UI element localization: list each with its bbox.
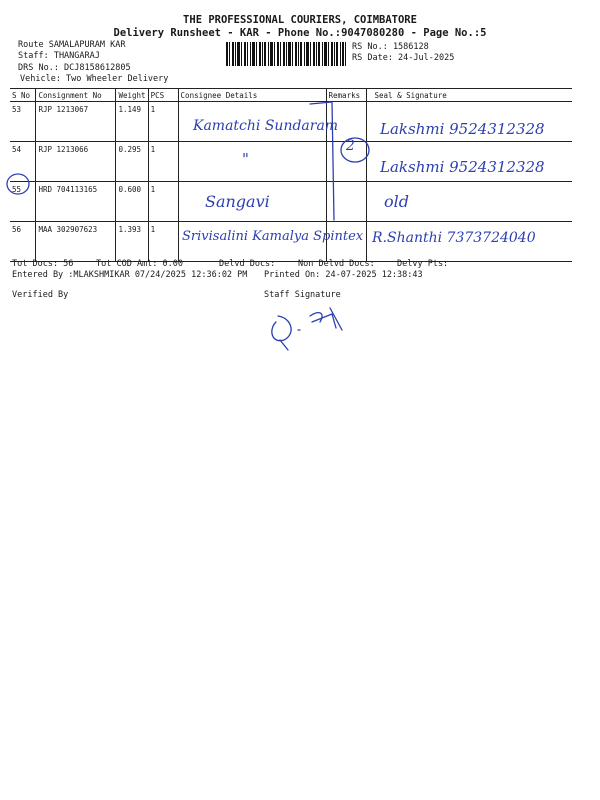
company-name: THE PROFESSIONAL COURIERS, COIMBATORE — [183, 14, 417, 26]
col-remarks: Remarks — [326, 89, 366, 102]
drs-number: DRS No.: DCJ8158612805 — [18, 63, 131, 73]
sno-circle-mark — [7, 174, 29, 194]
handwritten-ditto-54: " — [242, 150, 249, 168]
cell-weight: 1.393 — [116, 222, 148, 262]
rs-number: RS No.: 1586128 — [352, 42, 429, 52]
staff-signature-label: Staff Signature — [264, 290, 341, 300]
handwritten-signature-54: Lakshmi 9524312328 — [380, 158, 545, 176]
bracket-mark — [310, 102, 334, 220]
col-consignee: Consignee Details — [178, 89, 326, 102]
handwritten-consignee-55: Sangavi — [205, 192, 270, 211]
cell-weight: 0.600 — [116, 182, 148, 222]
col-signature: Seal & Signature — [366, 89, 572, 102]
delvd-docs: Delvd Docs: — [219, 259, 276, 269]
handwritten-consignee-53: Kamatchi Sundaram — [193, 118, 339, 134]
verified-by-label: Verified By — [12, 290, 69, 300]
cell-sno: 54 — [10, 142, 36, 182]
vehicle-label: Vehicle: Two Wheeler Delivery — [20, 74, 169, 84]
handwritten-signature-55: old — [384, 192, 409, 211]
cell-consignment: RJP 1213067 — [36, 102, 116, 142]
col-pcs: PCS — [148, 89, 178, 102]
cell-pcs: 1 — [148, 182, 178, 222]
printed-on: Printed On: 24-07-2025 12:38:43 — [264, 270, 423, 280]
entered-by: Entered By :MLAKSHMIKAR 07/24/2025 12:36:02 PM — [12, 270, 248, 280]
non-delvd-docs: Non Delvd Docs: — [298, 259, 375, 269]
col-consignment: Consignment No — [36, 89, 116, 102]
staff-label: Staff: THANGARAJ — [18, 51, 100, 61]
cell-pcs: 1 — [148, 142, 178, 182]
route-label: Route SAMALAPURAM KAR — [18, 40, 126, 50]
delvy-pts: Delvy Pts: — [397, 259, 449, 269]
cell-weight: 1.149 — [116, 102, 148, 142]
handwritten-consignee-56: Srivisalini Kamalya Spintex — [182, 229, 364, 244]
runsheet-title: Delivery Runsheet - KAR - Phone No.:9047080280 - Page No.:5 — [113, 27, 487, 39]
col-weight: Weight — [116, 89, 148, 102]
col-sno: S No — [12, 90, 31, 100]
cell-sno: 53 — [10, 102, 36, 142]
rs-date: RS Date: 24-Jul-2025 — [352, 53, 455, 63]
cell-pcs: 1 — [148, 102, 178, 142]
handwritten-signature-56: R.Shanthi 7373724040 — [372, 230, 536, 246]
tot-cod-amt: Tot COD Amt: 0.00 — [96, 259, 183, 269]
staff-signature-mark — [262, 300, 372, 355]
cell-sno: 55 — [10, 182, 36, 222]
cell-sno: 56 — [10, 222, 36, 262]
cell-weight: 0.295 — [116, 142, 148, 182]
cell-pcs: 1 — [148, 222, 178, 262]
cell-consignment: RJP 1213066 — [36, 142, 116, 182]
remark-circle-mark — [341, 138, 369, 162]
tot-docs: Tot Docs: 56 — [12, 259, 74, 269]
cell-consignment: MAA 302907623 — [36, 222, 116, 262]
handwritten-remark-54: 2 — [346, 138, 355, 154]
handwritten-signature-53: Lakshmi 9524312328 — [380, 120, 545, 138]
cell-consignment: HRD 704113165 — [36, 182, 116, 222]
